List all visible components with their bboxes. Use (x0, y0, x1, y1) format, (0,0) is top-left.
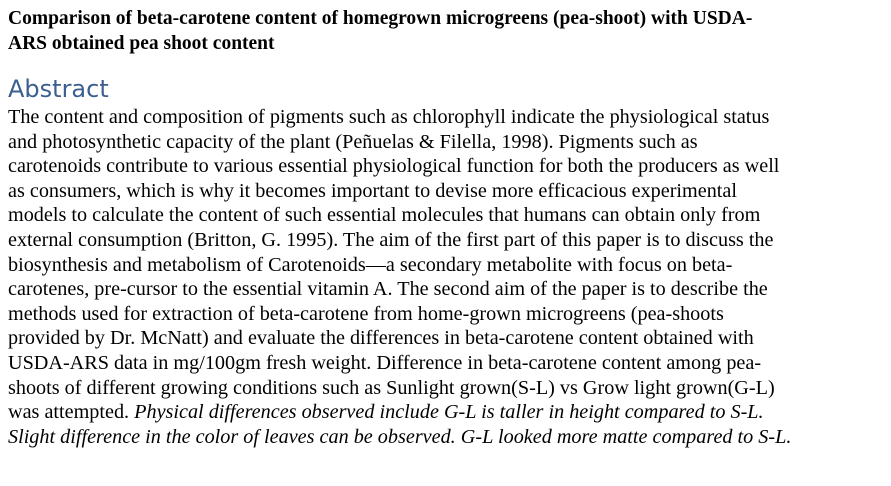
abstract-line-text: carotenoids contribute to various essential physiological function for both the producers as well (8, 155, 780, 178)
abstract-line-text: models to calculate the content of such essential molecules that humans can obtain only from (8, 204, 761, 227)
abstract-line (8, 326, 888, 351)
abstract-italic-text: Physical differences observed include G-L is taller in height compared to S-L. (134, 401, 764, 424)
abstract-line (8, 425, 888, 450)
abstract-line (8, 376, 888, 401)
abstract-line-text: carotenes, pre-cursor to the essential vitamin A. The second aim of the paper is to describe the (8, 278, 768, 301)
abstract-italic-text: Slight difference in the color of leaves can be observed. G-L looked more matte compared to S-L. (8, 425, 792, 448)
abstract-line (8, 277, 888, 302)
abstract-line-text: and photosynthetic capacity of the plant (Peñuelas & Filella, 1998). Pigments such as (8, 130, 698, 153)
abstract-line (8, 400, 888, 425)
abstract-line-text: methods used for extraction of beta-carotene from home-grown microgreens (pea-shoots (8, 302, 724, 325)
abstract-line (8, 130, 888, 155)
abstract-line-text: provided by Dr. McNatt) and evaluate the differences in beta-carotene content obtained with (8, 327, 754, 350)
abstract-line-text: as consumers, which is why it becomes important to devise more efficacious experimental (8, 179, 737, 202)
abstract-line-text: biosynthesis and metabolism of Carotenoids—a secondary metabolite with focus on beta- (8, 253, 733, 276)
abstract-line (8, 154, 888, 179)
abstract-line (8, 302, 888, 327)
paper-title (8, 6, 888, 56)
abstract-line-text: The content and composition of pigments such as chlorophyll indicate the physiological status (8, 106, 770, 128)
title-line-1: Comparison of beta-carotene content of homegrown microgreens (pea-shoot) with USDA- (8, 8, 753, 29)
document-page (8, 6, 888, 449)
abstract-line (8, 351, 888, 376)
abstract-line (8, 228, 888, 253)
abstract-line-text: USDA-ARS data in mg/100gm fresh weight. Difference in beta-carotene content among pea- (8, 351, 762, 374)
abstract-heading: Abstract (8, 75, 109, 103)
abstract-line (8, 179, 888, 204)
abstract-line (8, 203, 888, 228)
abstract-line-text: shoots of different growing conditions such as Sunlight grown(S-L) vs Grow light grown(G-L) (8, 376, 775, 399)
abstract-line (8, 105, 888, 130)
abstract-body (8, 105, 888, 449)
title-line-2: ARS obtained pea shoot content (8, 33, 275, 54)
abstract-line-text: external consumption (Britton, G. 1995). The aim of the first part of this paper is to discuss the (8, 228, 774, 251)
abstract-line-text: was attempted. (8, 401, 135, 424)
abstract-line (8, 253, 888, 278)
